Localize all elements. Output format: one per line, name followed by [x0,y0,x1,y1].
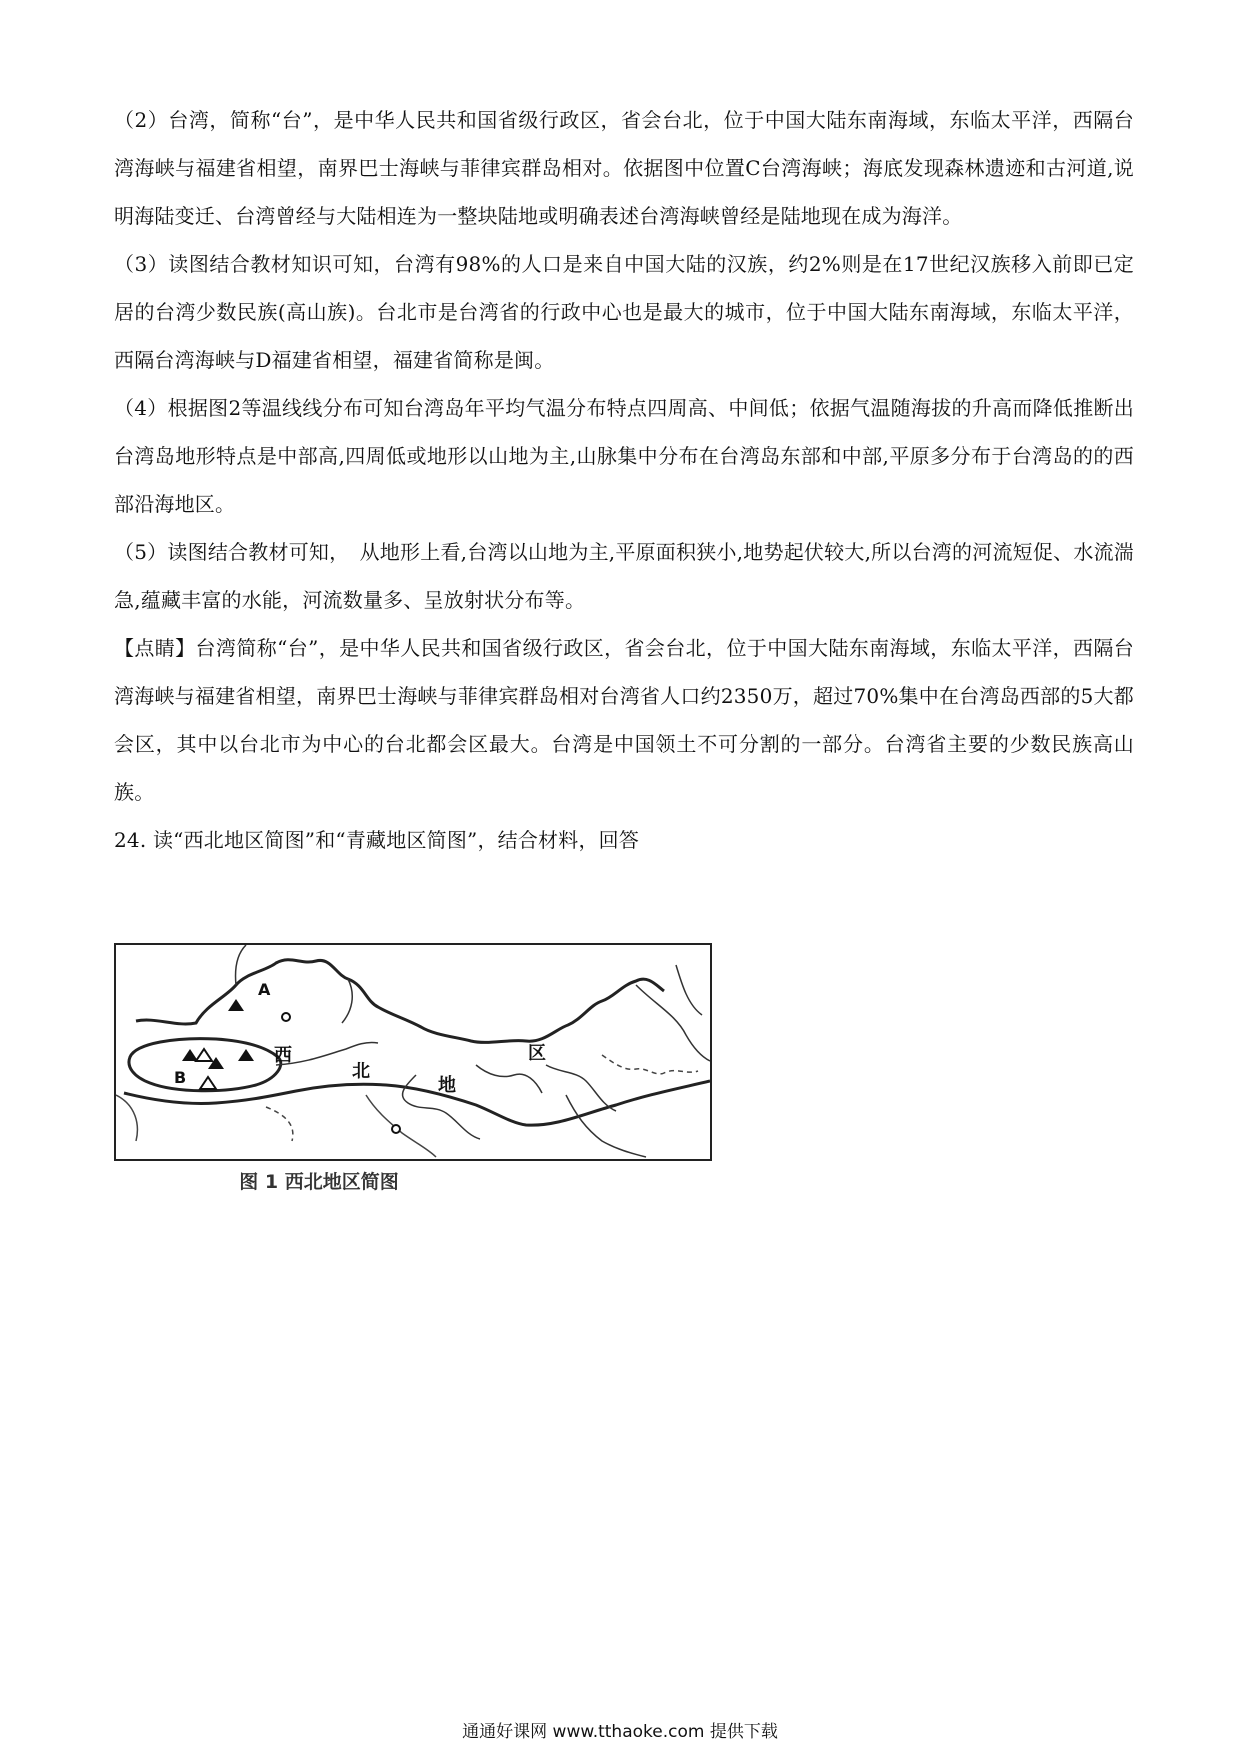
river-east-1 [476,1065,542,1093]
map-label-xi: 西 [274,1045,292,1066]
paragraph-dianjing: 【点睛】台湾简称“台”，是中华人民共和国省级行政区，省会台北，位于中国大陆东南海域，东临太平洋，西隔台湾海峡与福建省相望，南界巴士海峡与菲律宾群岛相对台湾省人口约2350万，超过70%集中在台湾岛西部的5大都会区，其中以台北市为中心的台北都会区最大。台湾是中国领土不可分割的一部分。台湾省主要的少数民族高山族。 [114,636,1134,804]
east-coast-line [636,985,710,1061]
river-east-2 [546,1065,616,1111]
paragraph-answer-5: （5）读图结合教材可知， 从地形上看,台湾以山地为主,平原面积狭小,地势起伏较大,所以台湾的河流短促、水流湍急,蕴藏丰富的水能，河流数量多、呈放射状分布等。 [114,540,1134,612]
map-label-b: B [174,1068,187,1087]
question-24-prompt: 24. 读“西北地区简图”和“青藏地区简图”，结合材料，回答 [114,828,640,852]
northwest-map [114,943,712,1161]
mountain-icon [228,999,244,1011]
paragraph-answer-4: （4）根据图2等温线线分布可知台湾岛年平均气温分布特点四周高、中间低；依据气温随海拔的升高而降低推断出台湾岛地形特点是中部高,四周低或地形以山地为主,山脉集中分布在台湾岛东部和中部,平原多分布于台湾岛的的西部沿海地区。 [114,396,1134,516]
east-line-2 [676,965,702,1015]
city-circle [282,1013,290,1021]
border-line-south-1 [266,1107,293,1141]
border-line-south-2 [366,1095,436,1157]
northwest-map-figure [114,943,714,1194]
map-label-qu: 区 [528,1043,546,1064]
map-label-bei: 北 [352,1061,370,1082]
map-label-a: A [258,980,271,999]
desert-icon [196,1049,212,1061]
mountain-icon [182,1049,198,1061]
paragraph-answer-2: （2）台湾，简称“台”，是中华人民共和国省级行政区，省会台北，位于中国大陆东南海域，东临太平洋，西隔台湾海峡与福建省相望，南界巴士海峡与菲律宾群岛相对。依据图中位置C台湾海峡；海底发现森林遗迹和古河道,说明海陆变迁、台湾曾经与大陆相连为一整块陆地或明确表述台湾海峡曾经是陆地现在成为海洋。 [114,108,1134,228]
map-caption: 图 1 西北地区简图 [239,1171,399,1193]
inner-line-1 [342,979,352,1023]
desert-icon [200,1077,216,1089]
mountain-icon [238,1049,254,1061]
map-label-di: 地 [438,1075,456,1096]
document-body [114,96,1134,864]
map-drawing [116,945,710,1159]
region-boundary [136,960,664,1043]
paragraph-answer-3: （3）读图结合教材知识可知，台湾有98%的人口是来自中国大陆的汉族，约2%则是在17世纪汉族移入前即已定居的台湾少数民族(高山族)。台北市是台湾省的行政中心也是最大的城市，位于中国大陆东南海域，东临太平洋，西隔台湾海峡与D福建省相望，福建省简称是闽。 [114,252,1134,372]
footer-watermark: 通通好课网 www.tthaoke.com 提供下载 [462,1722,778,1742]
border-line-west [116,1095,137,1141]
border-line-east [602,1055,698,1074]
city-circle [392,1125,400,1133]
